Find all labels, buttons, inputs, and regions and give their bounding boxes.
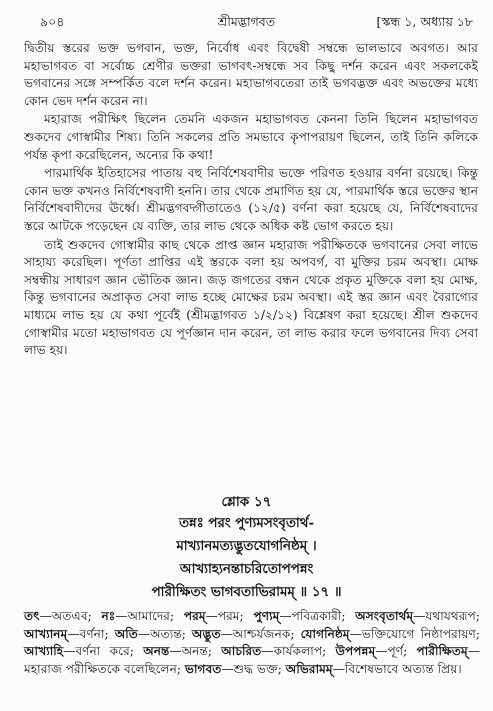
paragraph: দ্বিতীয় স্তরের ভক্ত ভগবান, ভক্ত, নির্বোধ এবং বিদ্বেষী সম্বন্ধে ভালভাবে অবগত। আর মহাভাগবত বা সর্বোচ্চ শ্রেণীর ভক্তরা ভাগবৎ-সম্বন্ধে সব কিছু দর্শন করেন এবং সকলকেই ভগবানের সঙ্গে সম্পর্কিত বলে দর্শন করেন। মহাভাগবতেরা তাই ভগবদ্ভক্ত এবং অভক্তের মধ্যে কোন ভেদ দর্শন করেন না।	[24, 41, 478, 108]
synonym-term: অভিরামম্	[285, 661, 333, 676]
synonym-term: পারীক্ষিতম্	[416, 644, 468, 659]
synonym-meaning: কার্যকলাপ;	[273, 644, 336, 659]
synonym-meaning: ভক্তিযোগে নিষ্ঠাপরায়ণ;	[361, 626, 480, 641]
book-title: শ্রীমদ্ভাগবত	[217, 14, 276, 29]
synonym-term: অসংবৃতার্থম্	[355, 609, 414, 623]
verse-line: আখ্যাহ্যনন্তাচরিতোপপন্নং	[179, 561, 314, 577]
chapter-reference: [স্কন্ধ ১, অধ্যায় ১৮	[376, 14, 473, 29]
synonym-term: অদ্ভুত	[191, 626, 221, 641]
synonym-meaning: অতএব;	[51, 609, 102, 623]
synonym-term: ভাগবত	[184, 661, 222, 676]
commentary-text	[24, 40, 478, 361]
synonym-meaning: বর্ণনা করে;	[75, 644, 144, 659]
synonym-meaning: শুদ্ধ ভক্ত;	[233, 661, 286, 676]
synonym-meaning: পবিত্রকারী;	[291, 609, 356, 623]
paragraph: তাই শুকদেব গোস্বামীর কাছ থেকে প্রাপ্ত জ্ঞান মহারাজ পরীক্ষিতকে ভগবানের সেবা লাভে সাহায্য করেছিল। পূর্ণতা প্রাপ্তির এই স্তরকে বলা হয় অপবর্গ, বা মুক্তির চরম অবস্থা। মোক্ষ সম্বন্ধীয় সাধারণ জ্ঞান ভৌতিক জ্ঞান। জড় জগতের বন্ধন থেকে প্রকৃত মুক্তিকে বলা হয় মোক্ষ, কিন্তু ভগবানের অপ্রাকৃত সেবা লাভ হচ্ছে মোক্ষের চরম অবস্থা। এই স্তর জ্ঞান এবং বৈরাগ্যের মাধ্যমে লাভ হয় যে কথা পূর্বেই (শ্রীমদ্ভাগবত ১/২/১২) বিশ্লেষণ করা হয়েছে। শ্রীল শুকদেব গোস্বামীর মতো মহাভাগবত যে পূর্ণজ্ঞান দান করেন, তা লাভ করার ফলে ভগবানের দিব্য সেবা লাভ হয়।	[24, 237, 478, 358]
synonym-term: উপপন্নম্	[335, 644, 376, 659]
synonym-term: আচরিত	[221, 644, 262, 659]
synonym-term: তৎ	[24, 609, 40, 623]
synonym-term: যোগনিষ্ঠম্	[300, 626, 350, 641]
synonym-meaning: যথাযথরূপ;	[425, 609, 480, 623]
verse-line: পারীক্ষিতং ভাগবতাভিরামম্ ॥ ১৭ ॥	[151, 584, 342, 600]
sanskrit-verse	[0, 512, 493, 604]
paragraph: পারমার্থিক ইতিহাসের পাতায় বহু নির্বিশেষবাদীর ভক্তে পরিণত হওয়ার বর্ণনা রয়েছে। কিন্তু কোন ভক্ত কখনও নির্বিশেষবাদী হননি। তার থেকে প্রমাণিত হয় যে, পারমার্থিক স্তরে ভক্তের স্থান নির্বিশেষবাদীদের ঊর্ধ্বে। শ্রীমদ্ভগবদ্গীতাতেও (১২/৫) বর্ণনা করা হয়েছে যে, নির্বিশেষবাদের স্তরে আটকে পড়েছেন যে ব্যক্তি, তার লাভ থেকে অধিক কষ্ট ভোগ করতে হয়।	[24, 166, 478, 233]
synonym-term: নঃ	[101, 609, 116, 623]
word-synonyms: তৎ—অতএব; নঃ—আমাদের; পরম্—পরম; পুণ্যম্—পবিত্রকারী; অসংবৃতার্থম্—যথাযথরূপ; আখ্যানম্—বর্ণনা; অতি—অত্যন্ত; অদ্ভুত—আশ্চর্যজনক; যোগনিষ্ঠম্—ভক্তিযোগে নিষ্ঠাপরায়ণ; আখ্যাহি—বর্ণনা করে; অনন্ত—অনন্ত; আচরিত—কার্যকলাপ; উপপন্নম্—পূর্ণ; পারীক্ষিতম্—মহারাজ পরীক্ষিতকে বলেছিলেন; ভাগবত—শুদ্ধ ভক্ত; অভিরামম্—বিশেষভাবে অত্যন্ত প্রিয়।	[24, 609, 480, 676]
synonym-meaning: বিশেষভাবে অত্যন্ত প্রিয়।	[344, 661, 462, 676]
page-number: ৯০৪	[40, 14, 65, 29]
synonym-meaning: পরম;	[217, 609, 254, 623]
synonym-meaning: বর্ণনা;	[79, 626, 115, 641]
synonym-meaning: অত্যন্ত;	[150, 626, 192, 641]
verse-line: তন্নঃ পরং পুণ্যমসংবৃতার্থ-	[178, 515, 315, 531]
synonym-meaning: আমাদের;	[127, 609, 184, 623]
synonym-meaning: আশ্চর্যজনক;	[232, 626, 301, 641]
verse-line: মাখ্যানমত্যদ্ভুতযোগনিষ্ঠম্ ।	[176, 538, 317, 554]
synonym-term: আখ্যানম্	[24, 626, 68, 641]
synonym-term: পুণ্যম্	[253, 609, 280, 623]
synonym-term: আখ্যাহি	[24, 644, 64, 659]
synonym-meaning: মহারাজ পরীক্ষিতকে বলেছিলেন;	[24, 661, 185, 676]
verse-heading: শ্লোক ১৭	[221, 494, 272, 510]
synonym-term: পরম্	[183, 609, 206, 623]
synonym-term: অতি	[114, 626, 138, 641]
paragraph: মহারাজ পরীক্ষিৎ ছিলেন তেমনি একজন মহাভাগবত কেননা তিনি ছিলেন মহাভাগবত শুকদেব গোস্বামীর শিষ্য। তিনি সকলের প্রতি সমভাবে কৃপাপরায়ণ ছিলেন, তাই তিনি কলিকে পর্যন্ত কৃপা করেছিলেন, অন্যের কি কথা!	[24, 112, 478, 162]
synonym-term: অনন্ত	[143, 644, 170, 659]
synonym-meaning: পূর্ণ;	[387, 644, 417, 659]
synonym-meaning: অনন্ত;	[181, 644, 222, 659]
